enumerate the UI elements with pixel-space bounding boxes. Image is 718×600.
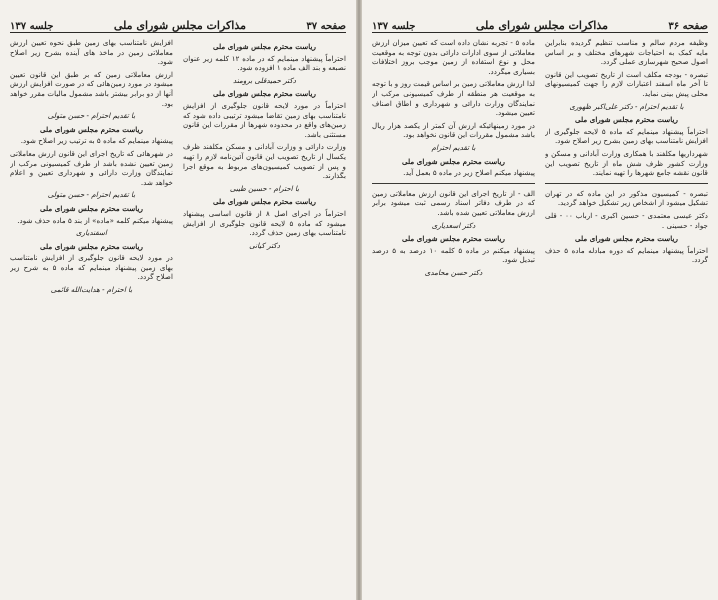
paragraph: در مورد لایحه قانون جلوگیری از افزایش نامتناسب بهای زمین پیشنهاد مینمایم که ماده ۵ به شرح زیر اصلاح گردد.: [10, 253, 173, 282]
right-page-columns: [372, 38, 708, 592]
signature-line: اسفندیاری: [76, 228, 107, 238]
paragraph: الف - از تاریخ اجرای این قانون ارزش معاملاتی زمین که در طرف دفاتر اسناد رسمی ثبت میشود برابر ارزش معاملاتی تعیین شده باشد.: [372, 188, 535, 217]
signature-line: با تقدیم احترام - دکتر علی‌اکبر ظهوری: [569, 101, 684, 111]
address-heading: ریاست محترم مجلس شورای ملی: [402, 234, 505, 244]
signature-line: دکتر کیانی: [249, 240, 280, 250]
paragraph: احتراماً پیشنهاد مینمایم که ماده ۵ لایحه جلوگیری از افزایش نامتناسب بهای زمین بشرح زیر اصلاح شود.: [545, 126, 708, 146]
paragraph: ماده ۵ - تجربه نشان داده است که تعیین میزان ارزش معاملاتی از سوی ادارات دارائی بدون توجه به موقعیت محل و نوع استفاده از زمین موجب بروز اختلافات بسیاری میگردد.: [372, 38, 535, 76]
paragraph: پیشنهاد مینمایم که ماده ۵ به ترتیب زیر اصلاح شود.: [20, 136, 173, 146]
paragraph: تبصره - کمیسیون مذکور در این ماده که در تهران تشکیل میشود از اشخاص زیر تشکیل خواهد گردید.: [545, 188, 708, 208]
address-heading: ریاست محترم مجلس شورای ملی: [40, 241, 143, 251]
paragraph: ارزش معاملاتی زمین که بر طبق این قانون تعیین میشود در مورد زمین‌هائی که در صورت افزایش ارزش آنها از دو برابر بیشتر باشد مشمول مالیات مقرر خواهد بود.: [10, 69, 173, 108]
left-page-header: [10, 14, 346, 33]
right-page-header: [372, 14, 708, 33]
right-page-column-left: [372, 38, 535, 592]
signature-line: با احترام - حسین طیبی: [229, 183, 300, 193]
paragraph: پیشنهاد میکنم در ماده ۵ کلمه ۱۰ درصد به ۵ درصد تبدیل شود.: [372, 245, 535, 265]
address-heading: ریاست محترم مجلس شورای ملی: [575, 115, 678, 125]
paragraph: پیشنهاد میکنم کلمه «ماده» از بند ۵ ماده حذف شود.: [17, 215, 173, 225]
right-page-title: مذاکرات مجلس شورای ملی: [475, 19, 608, 32]
right-page: [362, 0, 718, 600]
paragraph: وظیفه مردم سالم و مناسب تنظیم گردیده بنابراین مایه کمک به احتیاجات شهرهای مختلف و بر اساس اصول صحیح شهرسازی عملی گردد.: [545, 38, 708, 67]
left-session-number: جلسه ۱۳۷: [10, 21, 54, 32]
paragraph: لذا ارزش معاملاتی زمین بر اساس قیمت روز و با توجه به موقعیت هر منطقه از طرف کمیسیونی مرکب از نمایندگان وزارت دارائی و شهرداری و اطاق اصناف تعیین میشود.: [372, 79, 535, 118]
right-session-number: جلسه ۱۳۷: [372, 21, 416, 32]
paragraph: پیشنهاد میکنم اصلاح زیر در ماده ۵ بعمل آید.: [403, 168, 535, 178]
address-heading: ریاست محترم مجلس شورای ملی: [213, 197, 316, 207]
signature-line: با تقدیم احترام - حسن متولی: [47, 111, 136, 121]
address-heading: ریاست محترم مجلس شورای ملی: [40, 203, 143, 213]
address-heading: ریاست محترم مجلس شورای ملی: [40, 124, 143, 134]
paragraph: وزارت دارائی و وزارت آبادانی و مسکن مکلفند ظرف یکسال از تاریخ تصویب این قانون آئین‌نامه لازم را تهیه و پس از تصویب کمیسیون‌های مربوط به موقع اجرا بگذارند.: [183, 142, 346, 181]
paragraph: تبصره - بودجه مکلف است از تاریخ تصویب این قانون تا آخر ماه اسفند اعتبارات لازم را جهت کمیسیونهای محلی پیش بینی نماید.: [545, 69, 708, 98]
signature-line: دکتر اسعدیاری: [431, 220, 476, 230]
paragraph: در شهرهائی که تاریخ اجرای این قانون ارزش معاملاتی زمین تعیین نشده باشد از طرف کمیسیونی مرکب از نمایندگان وزارت دارائی و شهرداری تعیین و اعلام خواهد شد.: [10, 148, 173, 187]
address-heading: ریاست محترم مجلس شورای ملی: [402, 156, 505, 166]
left-page-column-left: [10, 38, 173, 592]
left-page-title: مذاکرات مجلس شورای ملی: [113, 19, 246, 32]
paragraph: شهرداریها مکلفند با همکاری وزارت آبادانی و مسکن و وزارت کشور ظرف شش ماه از تاریخ تصویب این قانون نقشه جامع شهرها را تهیه نمایند.: [545, 148, 708, 178]
left-page-number: صفحه ۳۷: [306, 21, 346, 32]
paragraph: احتراماً در اجرای اصل ۸ از قانون اساسی پیشنهاد میشود که ماده ۵ لایحه قانون جلوگیری از افزایش نامتناسب بهای زمین حذف گردد.: [183, 208, 346, 238]
address-heading: ریاست محترم مجلس شورای ملی: [213, 42, 316, 51]
address-heading: ریاست محترم مجلس شورای ملی: [213, 89, 316, 99]
section-divider: [545, 183, 708, 184]
signature-line: دکتر حمیدقلی برومند: [233, 75, 296, 85]
paragraph: در مورد زمینهائیکه ارزش آن کمتر از یکصد هزار ریال باشد مشمول مقررات این قانون نخواهد بود.: [372, 120, 535, 140]
address-heading: ریاست محترم مجلس شورای ملی: [575, 234, 678, 244]
paragraph: احتراماً پیشنهاد مینمایم که دوره مبادله ماده ۵ حذف گردد.: [545, 245, 708, 265]
signature-line: دکتر حسن محامدی: [424, 267, 483, 277]
signature-line: با احترام - هدایت‌الله قائمی: [50, 285, 133, 295]
section-divider: [372, 183, 535, 184]
paragraph: احتراماً در مورد لایحه قانون جلوگیری از افزایش نامتناسب بهای زمین تقاضا میشود ترتیبی داده شود که زمین‌های واقع در محدوده شهرها از مقررات این قانون مستثنی باشد.: [183, 100, 346, 139]
left-page-column-right: [183, 38, 346, 592]
left-page-columns: [10, 38, 346, 592]
left-page: [0, 0, 356, 600]
signature-line: با تقدیم احترام - حسن متولی: [47, 190, 136, 200]
paragraph: افزایش نامتناسب بهای زمین طبق نحوه تعیین ارزش معاملاتی زمین در ماخذ های آینده بشرح زیر اصلاح شود.: [10, 38, 173, 67]
right-page-column-right: [545, 38, 708, 592]
signature-line: با تقدیم احترام: [431, 142, 476, 152]
paragraph: دکتر عیسی معتمدی - حسین اکبری - ارباب ۰۰ - قلی جواد - حسینی .: [545, 210, 708, 230]
paragraph: احتراماً پیشنهاد مینمایم که در ماده ۱۲ کلمه زیر عنوان نصبعه و بند الف ماده ۱ افزوده شود.: [183, 53, 346, 73]
right-page-number: صفحه ۳۶: [668, 21, 708, 32]
